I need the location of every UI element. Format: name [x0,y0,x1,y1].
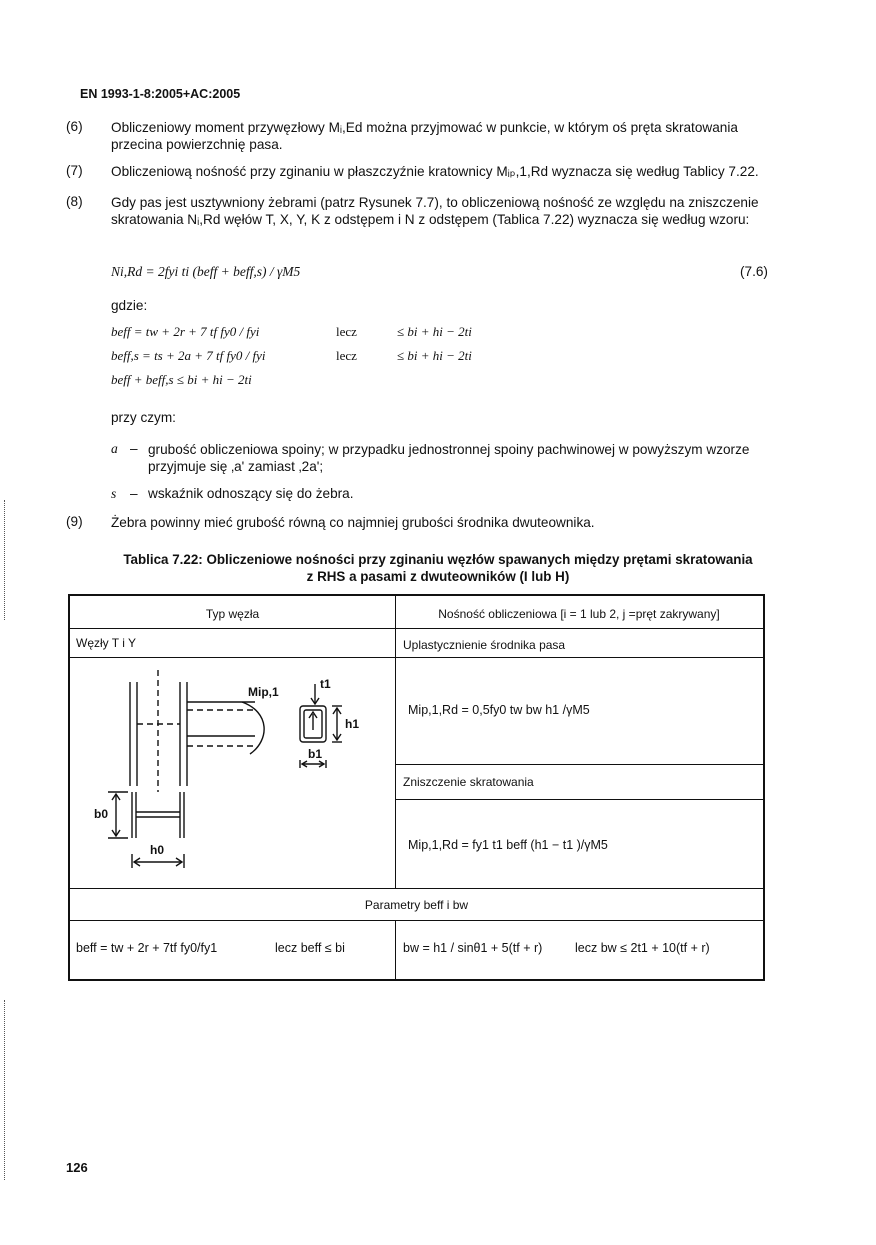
param-beff-condition: lecz beff ≤ bi [275,941,345,955]
formula-web-yield: Mip,1,Rd = 0,5fy0 tw bw h1 /γM5 [408,703,590,717]
symbol-s: s [111,486,117,501]
table-rule [395,764,763,765]
paragraph-9: Żebra powinny mieć grubość równą co najmniej grubości środnika dwuteownika. [111,515,595,530]
table-caption-line1: Tablica 7.22: Obliczeniowe nośności przy zginaniu węzłów spawanych między prętami skratowania [123,552,753,567]
symbol-dash: – [130,486,138,501]
definition-row [111,372,252,388]
label-t1: t1 [320,677,331,691]
table-caption [66,551,810,585]
table-caption-line2: z RHS a pasami z dwuteowników (I lub H) [306,569,570,584]
where-label: gdzie: [111,298,148,313]
definition-lhs: beff = tw + 2r + 7 tf fy0 / fyi [111,324,260,339]
definition-condition: ≤ bi + hi − 2ti [397,348,472,363]
definition-lecz: lecz [336,348,357,363]
paragraph-number: (8) [66,194,83,209]
formula-brace-failure: Mip,1,Rd = fy1 t1 beff (h1 − t1 )/γM5 [408,838,608,852]
paragraph-7: Obliczeniową nośność przy zginaniu w płaszczyźnie kratownicy Mᵢₚ,1,Rd wyznacza się według Tablicy 7.22. [111,164,759,179]
table-header-resistance: Nośność obliczeniowa [i = 1 lub 2, j =pręt zakrywany] [438,607,720,621]
symbol-a-text: grubość obliczeniowa spoiny; w przypadku jednostronnej spoiny pachwinowej w powyższym wzorze przyjmuje się ‚a' zamiast ‚2a'; [148,442,750,474]
label-h1: h1 [345,717,360,731]
paragraph-8: Gdy pas jest usztywniony żebrami (patrz Rysunek 7.7), to obliczeniową nośność ze względu na zniszczenie skratowania Nᵢ,Rd węłów T, X, Y, K z odstępem i N z odstępem (Tablica 7.22) wyznacza się według wzoru: [111,195,759,227]
where2-label: przy czym: [111,410,176,425]
param-bw-condition: lecz bw ≤ 2t1 + 10(tf + r) [575,941,710,955]
label-moment: Mip,1 [248,685,279,699]
definition-lecz: lecz [336,324,357,339]
symbol-a: a [111,441,118,456]
symbol-s-text: wskaźnik odnoszący się do żebra. [148,486,354,501]
scan-artifact [4,500,5,620]
table-divider [395,596,396,888]
table-header-type: Typ węzła [205,607,260,621]
table-rule [70,657,763,658]
joint-diagram [80,662,390,884]
page-number: 126 [66,1160,88,1175]
paragraph-number: (7) [66,163,83,178]
definition-row [111,324,472,340]
table-divider [395,920,396,981]
definition-row [111,348,472,364]
table-7-22 [68,594,765,981]
paragraph-number: (6) [66,119,83,134]
failure-mode-brace: Zniszczenie skratowania [403,775,534,789]
equation-number: (7.6) [740,264,768,279]
label-b1: b1 [308,747,323,761]
definition-condition: ≤ bi + hi − 2ti [397,324,472,339]
definition-lhs: beff,s = ts + 2a + 7 tf fy0 / fyi [111,348,266,363]
paragraph-6: Obliczeniowy moment przywęzłowy Mᵢ,Ed można przyjmować w punkcie, w którym oś pręta skratowania przecina powierzchnię pasa. [111,120,738,152]
table-rule [395,799,763,800]
param-bw: bw = h1 / sinθ1 + 5(tf + r) [403,941,543,955]
table-rule [70,628,763,629]
symbol-dash: – [130,441,138,456]
params-header: Parametry beff i bw [364,898,469,912]
paragraph-number: (9) [66,514,83,529]
failure-mode-web-yield: Uplastycznienie środnika pasa [403,638,566,652]
document-header: EN 1993-1-8:2005+AC:2005 [80,87,241,101]
table-rule [70,888,763,889]
label-b0: b0 [94,807,109,821]
param-beff: beff = tw + 2r + 7tf fy0/fy1 [76,941,218,955]
definition-lhs: beff + beff,s ≤ bi + hi − 2ti [111,372,252,387]
row-label-ty: Węzły T i Y [76,636,137,650]
scan-artifact [4,1000,5,1180]
equation-7-6: Ni,Rd = 2fyi ti (beff + beff,s) / γM5 [111,264,301,279]
label-h0: h0 [150,843,165,857]
table-rule [70,920,763,921]
